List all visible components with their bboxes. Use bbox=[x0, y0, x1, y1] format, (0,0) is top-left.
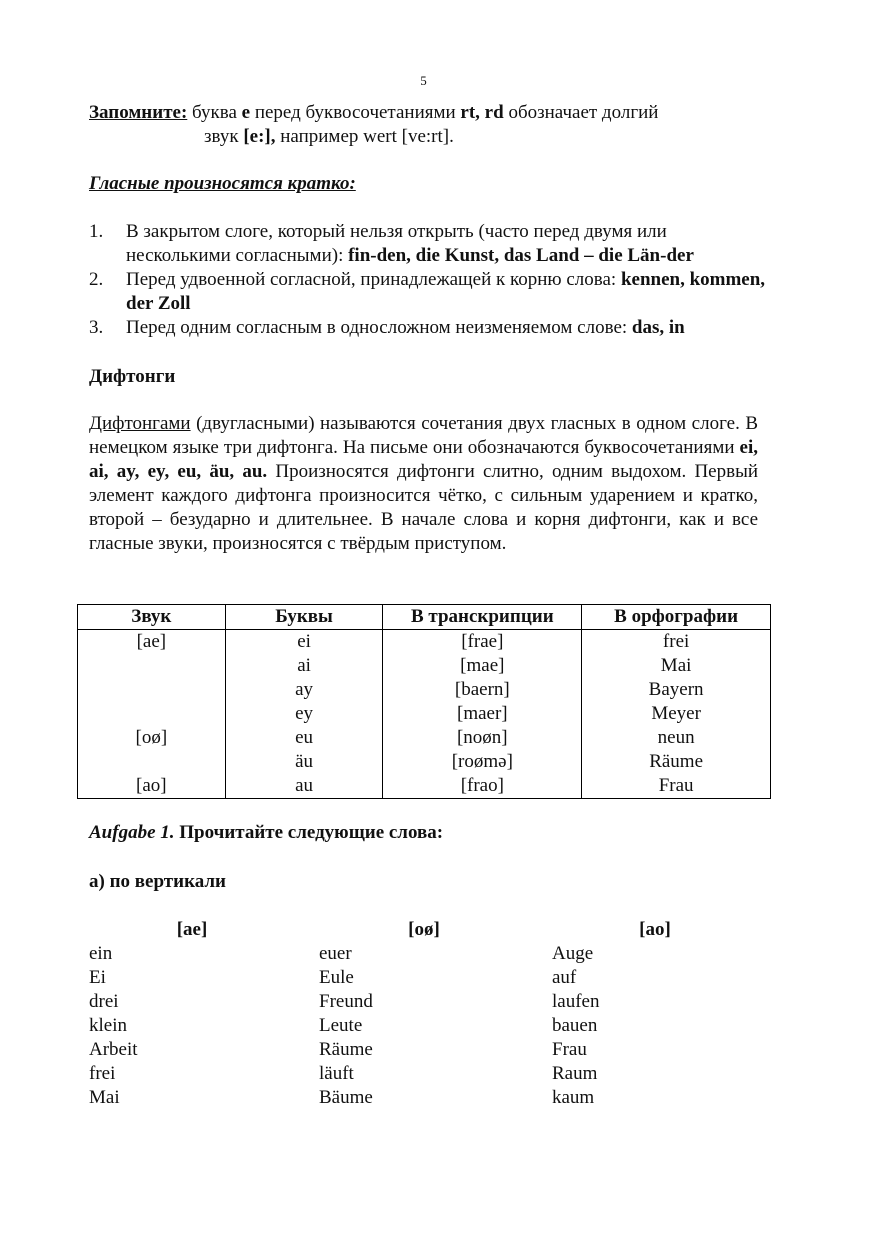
cell-transcription: [baern] bbox=[383, 678, 582, 702]
cell-transcription: [noøn] bbox=[383, 726, 582, 750]
remember-text-c: перед буквосочетаниями bbox=[250, 102, 461, 123]
column-header: [ae] bbox=[176, 919, 208, 940]
word-item: läuft bbox=[319, 1063, 354, 1084]
diphthongs-heading: Дифтонги bbox=[89, 366, 176, 387]
list-text: Перед удвоенной согласной, принадлежащей к корню слова: bbox=[126, 269, 621, 290]
header-letters: Буквы bbox=[225, 605, 383, 630]
cell-spelling: frei bbox=[582, 630, 771, 655]
cell-sound bbox=[78, 654, 226, 678]
cell-spelling: Räume bbox=[582, 750, 771, 774]
diphthongs-term: Дифтонгами bbox=[89, 413, 191, 434]
word-item: ein bbox=[89, 943, 113, 964]
cell-letters: ai bbox=[225, 654, 383, 678]
word-item: auf bbox=[552, 967, 577, 988]
short-vowels-list bbox=[89, 220, 769, 340]
list-example: kennen, kommen, der Zoll bbox=[126, 269, 766, 314]
task-label: Aufgabe 1. bbox=[89, 822, 175, 843]
cell-sound bbox=[78, 750, 226, 774]
word-item: Mai bbox=[89, 1087, 120, 1108]
cell-letters: äu bbox=[225, 750, 383, 774]
cell-sound bbox=[78, 678, 226, 702]
word-item: frei bbox=[89, 1063, 116, 1084]
word-item: Frau bbox=[552, 1039, 587, 1060]
remember-line-1 bbox=[89, 101, 769, 125]
word-column-ae bbox=[89, 918, 295, 1110]
word-item: kaum bbox=[552, 1087, 595, 1108]
cell-spelling: neun bbox=[582, 726, 771, 750]
cell-transcription: [maer] bbox=[383, 702, 582, 726]
word-item: Ei bbox=[89, 967, 106, 988]
remember-label: Запомните: bbox=[89, 102, 188, 123]
word-item: euer bbox=[319, 943, 352, 964]
list-text: В закрытом слоге, который нельзя открыть (часто перед двумя или несколькими согласными): bbox=[126, 221, 667, 266]
list-number: 1. bbox=[89, 221, 104, 242]
word-item: drei bbox=[89, 991, 119, 1012]
column-header: [ao] bbox=[639, 919, 671, 940]
cell-sound: [oø] bbox=[78, 726, 226, 750]
remember-letter-e: e bbox=[241, 102, 251, 123]
list-item bbox=[89, 220, 769, 268]
remember-line2-c: например wert [ve:rt]. bbox=[275, 126, 454, 147]
list-number: 2. bbox=[89, 269, 104, 290]
header-spelling: В орфографии bbox=[582, 605, 771, 630]
cell-spelling: Frau bbox=[582, 774, 771, 799]
cell-spelling: Bayern bbox=[582, 678, 771, 702]
word-item: klein bbox=[89, 1015, 127, 1036]
short-vowels-heading: Гласные произносятся кратко: bbox=[89, 173, 356, 194]
list-example: das, in bbox=[631, 317, 685, 338]
word-item: Eule bbox=[319, 967, 354, 988]
word-column-oo bbox=[319, 918, 529, 1110]
table-row bbox=[78, 750, 771, 774]
cell-transcription: [roømə] bbox=[383, 750, 582, 774]
cell-letters: ey bbox=[225, 702, 383, 726]
word-column-ao bbox=[552, 918, 758, 1110]
word-item: Räume bbox=[319, 1039, 373, 1060]
cell-sound: [ae] bbox=[78, 630, 226, 655]
list-text: Перед одним согласным в односложном неизменяемом слове: bbox=[126, 317, 632, 338]
remember-text-e: обозначает долгий bbox=[503, 102, 659, 123]
cell-sound: [ao] bbox=[78, 774, 226, 799]
diphthongs-letters: ei, ai, ay, ey, eu, äu, au. bbox=[89, 437, 758, 482]
remember-rt-rd: rt, rd bbox=[460, 102, 504, 123]
diphthongs-text-1: (двугласными) называются сочетания двух гласных в одном слоге. В немецком языке три дифтонга. На письме они обозначаются буквосочетаниями bbox=[89, 413, 758, 458]
cell-letters: au bbox=[225, 774, 383, 799]
table-row bbox=[78, 678, 771, 702]
cell-sound bbox=[78, 702, 226, 726]
word-item: Arbeit bbox=[89, 1039, 138, 1060]
word-item: Freund bbox=[319, 991, 373, 1012]
table-header-row bbox=[78, 605, 771, 630]
task-subheading: а) по вертикали bbox=[89, 871, 226, 892]
table-row bbox=[78, 726, 771, 750]
list-example: fin-den, die Kunst, das Land – die Län-der bbox=[348, 245, 694, 266]
word-item: Bäume bbox=[319, 1087, 373, 1108]
cell-spelling: Mai bbox=[582, 654, 771, 678]
word-item: Leute bbox=[319, 1015, 363, 1036]
header-sound: Звук bbox=[78, 605, 226, 630]
task-heading bbox=[89, 822, 443, 844]
table-row bbox=[78, 654, 771, 678]
list-number: 3. bbox=[89, 317, 104, 338]
remember-line-2 bbox=[204, 125, 454, 149]
word-item: Auge bbox=[552, 943, 594, 964]
table-row bbox=[78, 702, 771, 726]
table-row bbox=[78, 630, 771, 655]
cell-transcription: [frao] bbox=[383, 774, 582, 799]
word-item: bauen bbox=[552, 1015, 598, 1036]
cell-transcription: [mae] bbox=[383, 654, 582, 678]
cell-letters: ei bbox=[225, 630, 383, 655]
remember-sound: [e:], bbox=[243, 126, 276, 147]
page-number: 5 bbox=[420, 73, 427, 88]
cell-spelling: Meyer bbox=[582, 702, 771, 726]
diphthong-table bbox=[77, 604, 771, 799]
remember-line2-a: звук bbox=[204, 126, 244, 147]
task-text: Прочитайте следующие слова: bbox=[174, 822, 444, 843]
column-header: [oø] bbox=[408, 919, 440, 940]
diphthongs-paragraph bbox=[89, 412, 758, 556]
diphthongs-text-2: Произносятся дифтонги слитно, одним выдохом. Первый элемент каждого дифтонга произносится чётко, с сильным ударением и кратко, второй – безударно и длительнее. В начале слова и корня дифтонги, как и все гласные звуки, произносятся с твёрдым приступом. bbox=[89, 461, 758, 554]
cell-letters: ay bbox=[225, 678, 383, 702]
cell-transcription: [frae] bbox=[383, 630, 582, 655]
word-item: laufen bbox=[552, 991, 600, 1012]
word-item: Raum bbox=[552, 1063, 598, 1084]
list-item bbox=[89, 316, 769, 340]
table-row bbox=[78, 774, 771, 799]
cell-letters: eu bbox=[225, 726, 383, 750]
header-transcription: В транскрипции bbox=[383, 605, 582, 630]
list-item bbox=[89, 268, 769, 316]
remember-text-a: буква bbox=[192, 102, 242, 123]
